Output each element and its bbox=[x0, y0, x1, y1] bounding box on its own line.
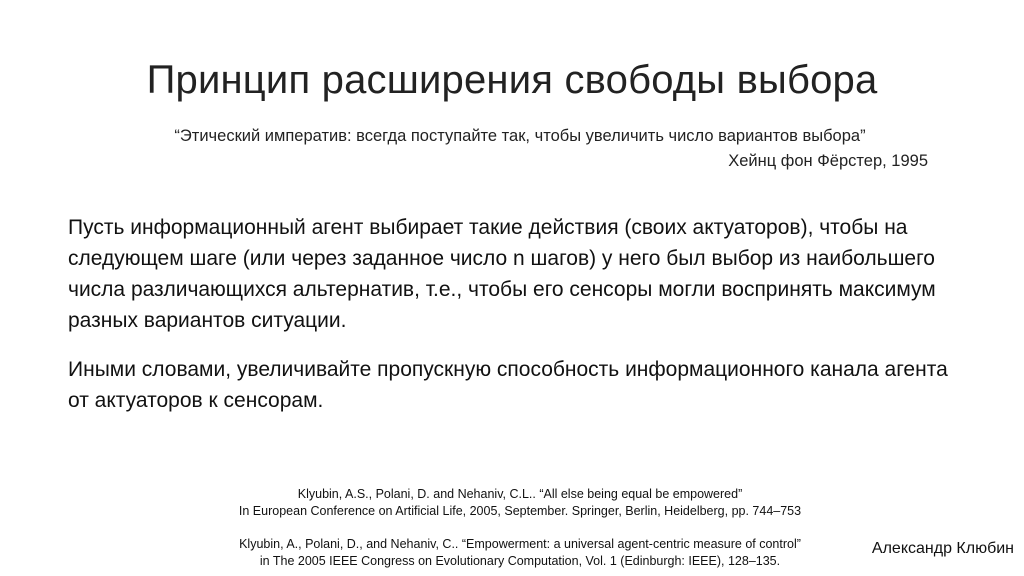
epigraph-quote: “Этический императив: всегда поступайте так, чтобы увеличить число вариантов выбора” bbox=[174, 127, 866, 145]
reference-2-line-1: Klyubin, A., Polani, D., and Nehaniv, C.. “Empowerment: a universal agent-centric measure of control” bbox=[239, 537, 801, 551]
reference-2-line-2: in The 2005 IEEE Congress on Evolutionary Computation, Vol. 1 (Edinburgh: IEEE), 128–135. bbox=[259, 554, 781, 568]
body-paragraph-1: Пусть информационный агент выбирает такие действия (своих актуаторов), чтобы на следующем шаге (или через заданное число n шагов) у него был выбор из наибольшего числа различающихся альтернатив, т.е., чтобы его сенсоры могли воспринять максимум разных вариантов ситуации. bbox=[68, 216, 936, 332]
reference-2 bbox=[140, 536, 900, 570]
body-paragraph-2: Иными словами, увеличивайте пропускную способность информационного канала агента от актуаторов к сенсорам. bbox=[68, 358, 948, 412]
epigraph bbox=[100, 124, 928, 174]
body-text bbox=[68, 212, 958, 416]
slide-title: Принцип расширения свободы выбора bbox=[146, 58, 878, 102]
references bbox=[140, 486, 900, 570]
reference-1-line-1: Klyubin, A.S., Polani, D. and Nehaniv, C.L.. “All else being equal be empowered” bbox=[297, 487, 743, 501]
reference-1-line-2: In European Conference on Artificial Life, 2005, September. Springer, Berlin, Heidelberg, pp. 744–753 bbox=[238, 504, 802, 518]
reference-1 bbox=[140, 486, 900, 520]
epigraph-attribution: Хейнц фон Фёрстер, 1995 bbox=[728, 152, 928, 170]
author-name: Александр Клюбин bbox=[871, 540, 1014, 557]
